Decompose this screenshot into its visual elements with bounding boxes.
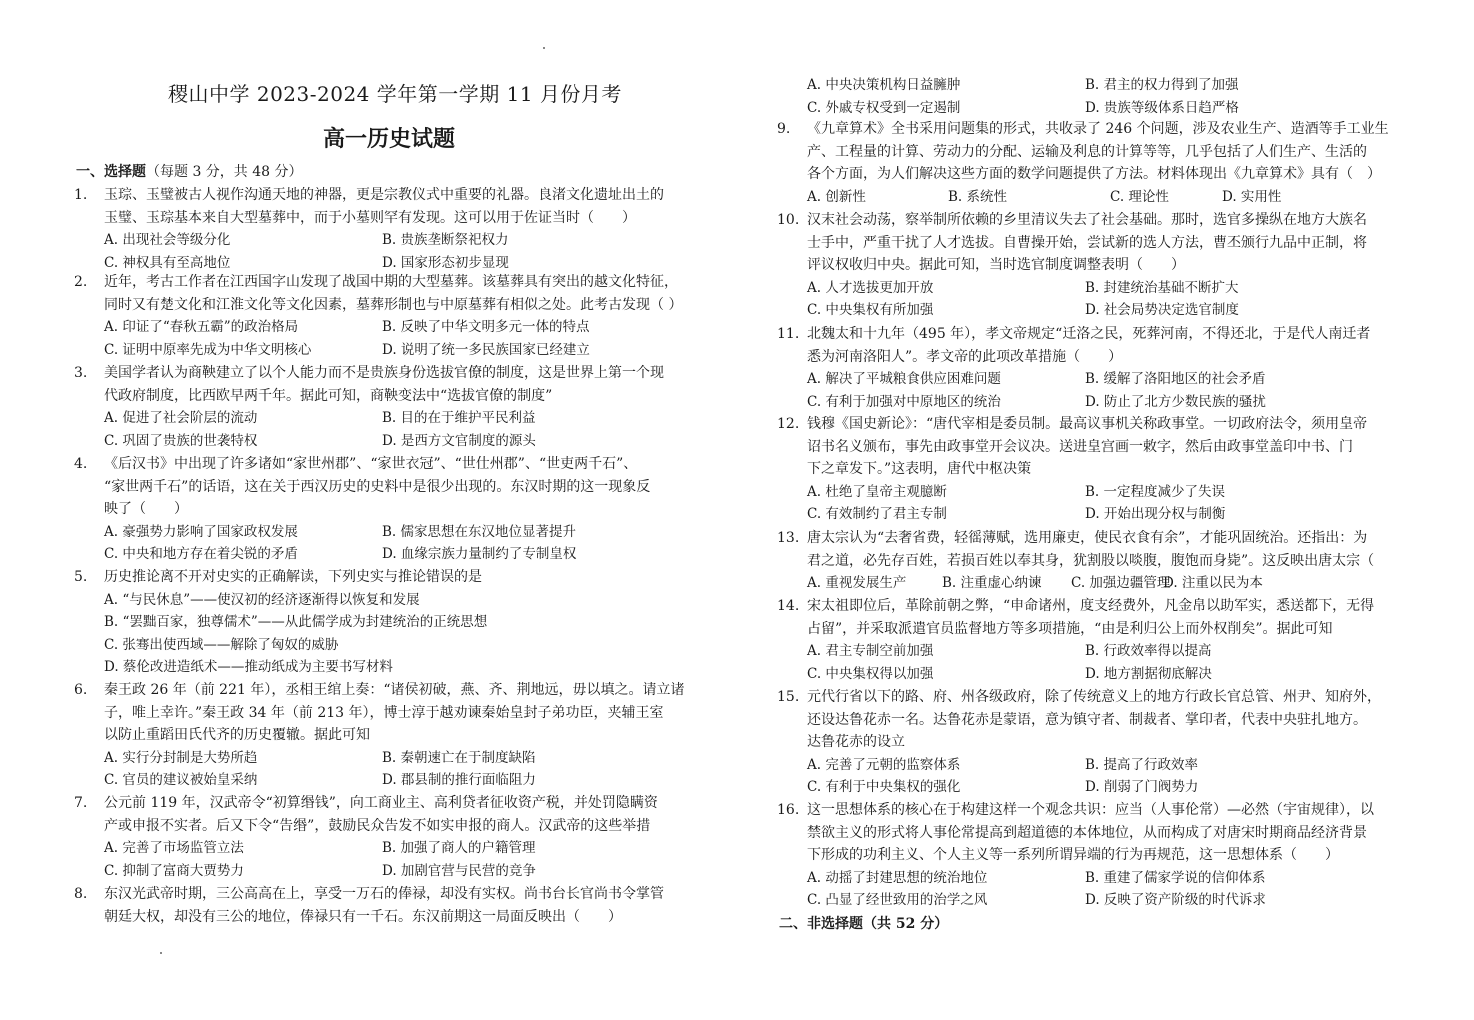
answer-option: B. 系统性	[948, 188, 1008, 205]
answer-option: A. 完善了市场监管立法	[104, 840, 244, 857]
answer-option: B. 反映了中华文明多元一体的特点	[382, 319, 590, 336]
question-number: 11.	[777, 326, 800, 342]
question-number: 2.	[74, 274, 88, 290]
answer-option: C. 中央集权有所加强	[807, 302, 934, 319]
question-number: 15.	[777, 689, 800, 705]
question-number: 13.	[777, 530, 800, 546]
answer-option: B. 秦朝速亡在于制度缺陷	[382, 749, 536, 766]
question-text-line: 士手中，严重干扰了人才选拔。自曹操开始，尝试新的选人方法，曹丕颁行九品中正制，将	[807, 234, 1367, 251]
answer-option: A. 解决了平城粮食供应困难问题	[807, 371, 1001, 388]
question-text-line: 同时又有楚文化和江淮文化等文化因素，墓葬形制也与中原墓葬有相似之处。此考古发现（ ）	[104, 296, 683, 313]
answer-option: D. 社会局势决定选官制度	[1085, 302, 1239, 319]
answer-option: C. 外戚专权受到一定遏制	[807, 99, 961, 116]
question-text-line: 汉末社会动荡，察举制所依赖的乡里清议失去了社会基础。那时，选官多操纵在地方大族名	[807, 212, 1367, 228]
question-text-line: 子，唯上幸许。”秦王政 34 年（前 213 年），博士淳于越劝谏秦始皇封子弟功臣，夹辅王室	[104, 704, 664, 721]
question-text-line: 玉璧、玉琮基本来自大型墓葬中，而于小墓则罕有发现。这可以用于佐证当时（ ）	[104, 209, 636, 226]
answer-option: C. 中央和地方存在着尖锐的矛盾	[104, 546, 298, 563]
question-16	[777, 799, 1407, 912]
question-text-line: 产或申报不实者。后又下令“告缗”，鼓励民众告发不如实申报的商人。汉武帝的这些举措	[104, 817, 651, 834]
answer-option: B. 注重虚心纳谏	[942, 575, 1042, 592]
answer-option: D. 国家形态初步显现	[382, 254, 509, 271]
answer-option: C. 有利于中央集权的强化	[807, 779, 961, 796]
answer-option: A. 促进了社会阶层的流动	[104, 410, 258, 427]
answer-option: B. 目的在于维护平民利益	[382, 410, 536, 427]
answer-option: A. 动摇了封建思想的统治地位	[807, 869, 988, 886]
question-7	[74, 792, 704, 882]
question-text-line: 北魏太和十九年（495 年），孝文帝规定“迁洛之民，死葬河南，不得还北，于是代人南迁者	[807, 326, 1371, 342]
answer-option: A. 人才选拔更加开放	[807, 279, 934, 296]
answer-option: A. 重视发展生产	[807, 575, 907, 592]
section-nonchoice-heading: 二、非选择题（共 52 分）	[779, 916, 949, 932]
answer-option: A. 中央决策机构日益臃肿	[807, 77, 961, 93]
answer-option: C. 凸显了经世致用的治学之风	[807, 892, 988, 909]
answer-option: A. 创新性	[807, 188, 866, 205]
question-text-line: 代政府制度，比西欧早两千年。据此可知，商鞅变法中“选拔官僚的制度”	[104, 387, 553, 404]
question-text-line: 美国学者认为商鞅建立了以个人能力而不是贵族身份选拔官僚的制度，这是世界上第一个现	[104, 365, 664, 381]
question-number: 16.	[777, 802, 800, 818]
question-text-line: 宋太祖即位后，革除前朝之弊，“申命诸州，度支经费外，凡金帛以助军实，悉送都下，无得	[807, 598, 1375, 614]
question-number: 14.	[777, 598, 800, 614]
question-number: 4.	[74, 456, 88, 472]
question-number: 7.	[74, 795, 88, 811]
question-text-line: 禁欲主义的形式将人事伦常提高到超道德的本体地位，从而构成了对唐宋时期商品经济背景	[807, 824, 1367, 841]
question-text-line: 这一思想体系的核心在于构建这样一个观念共识：应当（人事伦常）—必然（宇宙规律），以	[807, 802, 1374, 818]
question-text-line: 达鲁花赤的设立	[807, 734, 905, 751]
answer-option: A. 完善了元朝的监察体系	[807, 756, 961, 773]
question-number: 6.	[74, 682, 88, 698]
question-10	[777, 209, 1407, 322]
answer-option: A. 君主专制空前加强	[807, 643, 934, 660]
question-text-line: “家世两千石”的话语，这在关于西汉历史的史料中是很少出现的。东汉时期的这一现象反	[104, 478, 651, 495]
question-8	[74, 883, 704, 928]
question-number: 5.	[74, 569, 88, 585]
question-text-line: 元代行省以下的路、府、州各级政府，除了传统意义上的地方行政长官总管、州尹、知府外，	[807, 689, 1381, 705]
exam-subject-title: 高一历史试题	[322, 127, 455, 152]
answer-option: B. “罢黜百家，独尊儒术”——从此儒学成为封建统治的正统思想	[104, 614, 488, 631]
question-text-line: 钱穆《国史新论》：“唐代宰相是委员制。最高议事机关称政事堂。一切政府法令，须用皇帝	[807, 416, 1368, 432]
answer-option: C. 加强边疆管理	[1071, 575, 1171, 592]
question-5	[74, 566, 704, 679]
question-text-line: 映了（ ）	[104, 501, 188, 518]
question-3	[74, 362, 704, 452]
answer-option: D. 贵族等级体系日趋严格	[1085, 99, 1239, 116]
answer-option: D. 加剧官营与民营的竞争	[382, 862, 536, 879]
answer-option: A. 出现社会等级分化	[104, 232, 231, 249]
question-text-line: 产、工程量的计算、劳动力的分配、运输及利息的计算等等，几乎包括了人们生产、生活的	[807, 143, 1367, 160]
answer-option: C. 巩固了贵族的世袭特权	[104, 432, 258, 449]
scan-dot	[160, 952, 162, 954]
answer-option: D. 实用性	[1222, 188, 1282, 205]
question-4	[74, 453, 704, 566]
answer-option: C. 有利于加强对中原地区的统治	[807, 393, 1001, 410]
question-text-line: 悉为河南洛阳人”。孝文帝的此项改革措施（ ）	[807, 348, 1123, 365]
answer-option: D. 说明了统一多民族国家已经建立	[382, 341, 590, 358]
exam-school-title: 稷山中学 2023-2024 学年第一学期 11 月份月考	[168, 82, 622, 106]
question-2	[74, 271, 704, 361]
question-text-line: 君之道，必先存百姓，若损百姓以奉其身，犹割股以啖腹，腹饱而身毙”。这反映出唐太宗（	[807, 552, 1375, 569]
question-text-line: 朝廷大权，却没有三公的地位，俸禄只有一千石。东汉前期这一局面反映出（ ）	[104, 908, 622, 925]
question-text-line: 秦王政 26 年（前 221 年），丞相王绾上奏：“诸侯初破，燕、齐、荆地远，毋以填之。请立诸	[104, 682, 685, 698]
question-text-line: 还设达鲁花赤一名。达鲁花赤是蒙语，意为镇守者、制裁者、掌印者，代表中央驻扎地方。	[807, 711, 1367, 728]
answer-option: D. 是西方文官制度的源头	[382, 432, 536, 449]
question-number: 12.	[777, 416, 800, 432]
question-text-line: 唐太宗认为“去奢省费，轻徭薄赋，选用廉吏，使民衣食有余”，才能巩固统治。还指出：为	[807, 530, 1368, 546]
answer-option: A. 实行分封制是大势所趋	[104, 749, 258, 766]
question-14	[777, 595, 1407, 685]
question-15	[777, 686, 1407, 799]
question-number: 9.	[777, 121, 791, 137]
answer-option: B. 一定程度减少了失误	[1085, 483, 1226, 500]
scan-dot	[543, 47, 545, 49]
answer-option: A. 印证了“春秋五霸”的政治格局	[104, 319, 299, 336]
question-11	[777, 323, 1407, 413]
section-choice-note: （每题 3 分，共 48 分）	[146, 164, 303, 180]
answer-option: C. 神权具有至高地位	[104, 254, 231, 271]
question-text-line: 玉琮、玉璧被古人视作沟通天地的神器，更是宗教仪式中重要的礼器。良渚文化遗址出土的	[104, 187, 664, 203]
question-text-line: 以防止重蹈田氏代齐的历史覆辙。据此可知	[104, 727, 370, 744]
answer-option: A. “与民休息”——使汉初的经济逐渐得以恢复和发展	[104, 591, 420, 608]
question-12	[777, 413, 1407, 526]
question-text-line: 东汉光武帝时期，三公高高在上，享受一万石的俸禄，却没有实权。尚书台长官尚书令掌管	[104, 886, 664, 902]
answer-option: D. 郡县制的推行面临阻力	[382, 772, 536, 789]
question-text-line: 《九章算术》全书采用问题集的形式，共收录了 246 个问题，涉及农业生产、造酒等手工业生	[807, 121, 1389, 137]
answer-option: C. 理论性	[1110, 188, 1169, 205]
question-9	[777, 118, 1407, 208]
answer-option: B. 行政效率得以提高	[1085, 643, 1212, 660]
question-text-line: 公元前 119 年，汉武帝令“初算缗钱”，向工商业主、高利贷者征收资产税，并处罚隐瞒资	[104, 795, 658, 811]
answer-option: D. 血缘宗族力量制约了专制皇权	[382, 546, 577, 563]
answer-option: C. 官员的建议被始皇采纳	[104, 772, 258, 789]
question-text-line: 下形成的功利主义、个人主义等一系列所谓异端的行为再规范，这一思想体系（ ）	[807, 847, 1339, 864]
answer-option: C. 抑制了富商大贾势力	[104, 862, 244, 879]
answer-option: D. 削弱了门阀势力	[1085, 779, 1199, 796]
question-text-line: 历史推论离不开对史实的正确解读，下列史实与推论错误的是	[104, 569, 482, 585]
answer-option: D. 地方割据彻底解决	[1085, 665, 1212, 682]
answer-option: D. 蔡伦改进造纸术——推动纸成为主要书写材料	[104, 659, 393, 676]
question-number: 1.	[74, 187, 88, 203]
question-1	[74, 184, 704, 274]
question-continued	[777, 74, 1407, 119]
answer-option: A. 杜绝了皇帝主观臆断	[807, 483, 947, 500]
question-text-line: 下之章发下。”这表明，唐代中枢决策	[807, 461, 1032, 478]
question-6	[74, 679, 704, 792]
answer-option: C. 证明中原率先成为中华文明核心	[104, 341, 312, 358]
answer-option: B. 加强了商人的户籍管理	[382, 840, 536, 857]
answer-option: C. 中央集权得以加强	[807, 665, 934, 682]
question-text-line: 各个方面，为人们解决这些方面的数学问题提供了方法。材料体现出《九章算术》具有（ ）	[807, 166, 1381, 183]
answer-option: B. 封建统治基础不断扩大	[1085, 279, 1239, 296]
answer-option: A. 豪强势力影响了国家政权发展	[104, 523, 298, 540]
question-number: 3.	[74, 365, 88, 381]
answer-option: D. 反映了资产阶级的时代诉求	[1085, 892, 1266, 909]
answer-option: C. 有效制约了君主专制	[807, 506, 947, 523]
answer-option: B. 儒家思想在东汉地位显著提升	[382, 523, 577, 540]
answer-option: B. 重建了儒家学说的信仰体系	[1085, 869, 1266, 886]
answer-option: B. 君主的权力得到了加强	[1085, 77, 1239, 93]
answer-option: B. 缓解了洛阳地区的社会矛盾	[1085, 371, 1266, 388]
question-number: 10.	[777, 212, 800, 228]
question-text-line: 《后汉书》中出现了许多诸如“家世州郡”、“家世衣冠”、“世仕州郡”、“世吏两千石”、	[104, 456, 638, 472]
question-13	[777, 527, 1407, 595]
answer-option: C. 张骞出使西域——解除了匈奴的威胁	[104, 636, 339, 653]
answer-option: D. 开始出现分权与制衡	[1085, 506, 1226, 523]
question-text-line: 近年，考古工作者在江西国字山发现了战国中期的大型墓葬。该墓葬具有突出的越文化特征，	[104, 274, 678, 290]
answer-option: D. 防止了北方少数民族的骚扰	[1085, 393, 1266, 410]
question-text-line: 诏书名义颁布，事先由政事堂开会议决。送进皇宫画一敕字，然后由政事堂盖印中书、门	[807, 438, 1353, 455]
answer-option: B. 提高了行政效率	[1085, 756, 1199, 773]
answer-option: B. 贵族垄断祭祀权力	[382, 232, 509, 249]
question-text-line: 评议权收归中央。据此可知，当时选官制度调整表明（ ）	[807, 257, 1185, 274]
question-number: 8.	[74, 886, 88, 902]
section-choice-label: 一、选择题	[76, 164, 146, 180]
section-choice-heading	[76, 161, 303, 181]
answer-option: D. 注重以民为本	[1163, 575, 1263, 592]
question-text-line: 占留”，并采取派遣官员监督地方等多项措施，“由是利归公上而外权削矣”。据此可知	[807, 620, 1333, 637]
